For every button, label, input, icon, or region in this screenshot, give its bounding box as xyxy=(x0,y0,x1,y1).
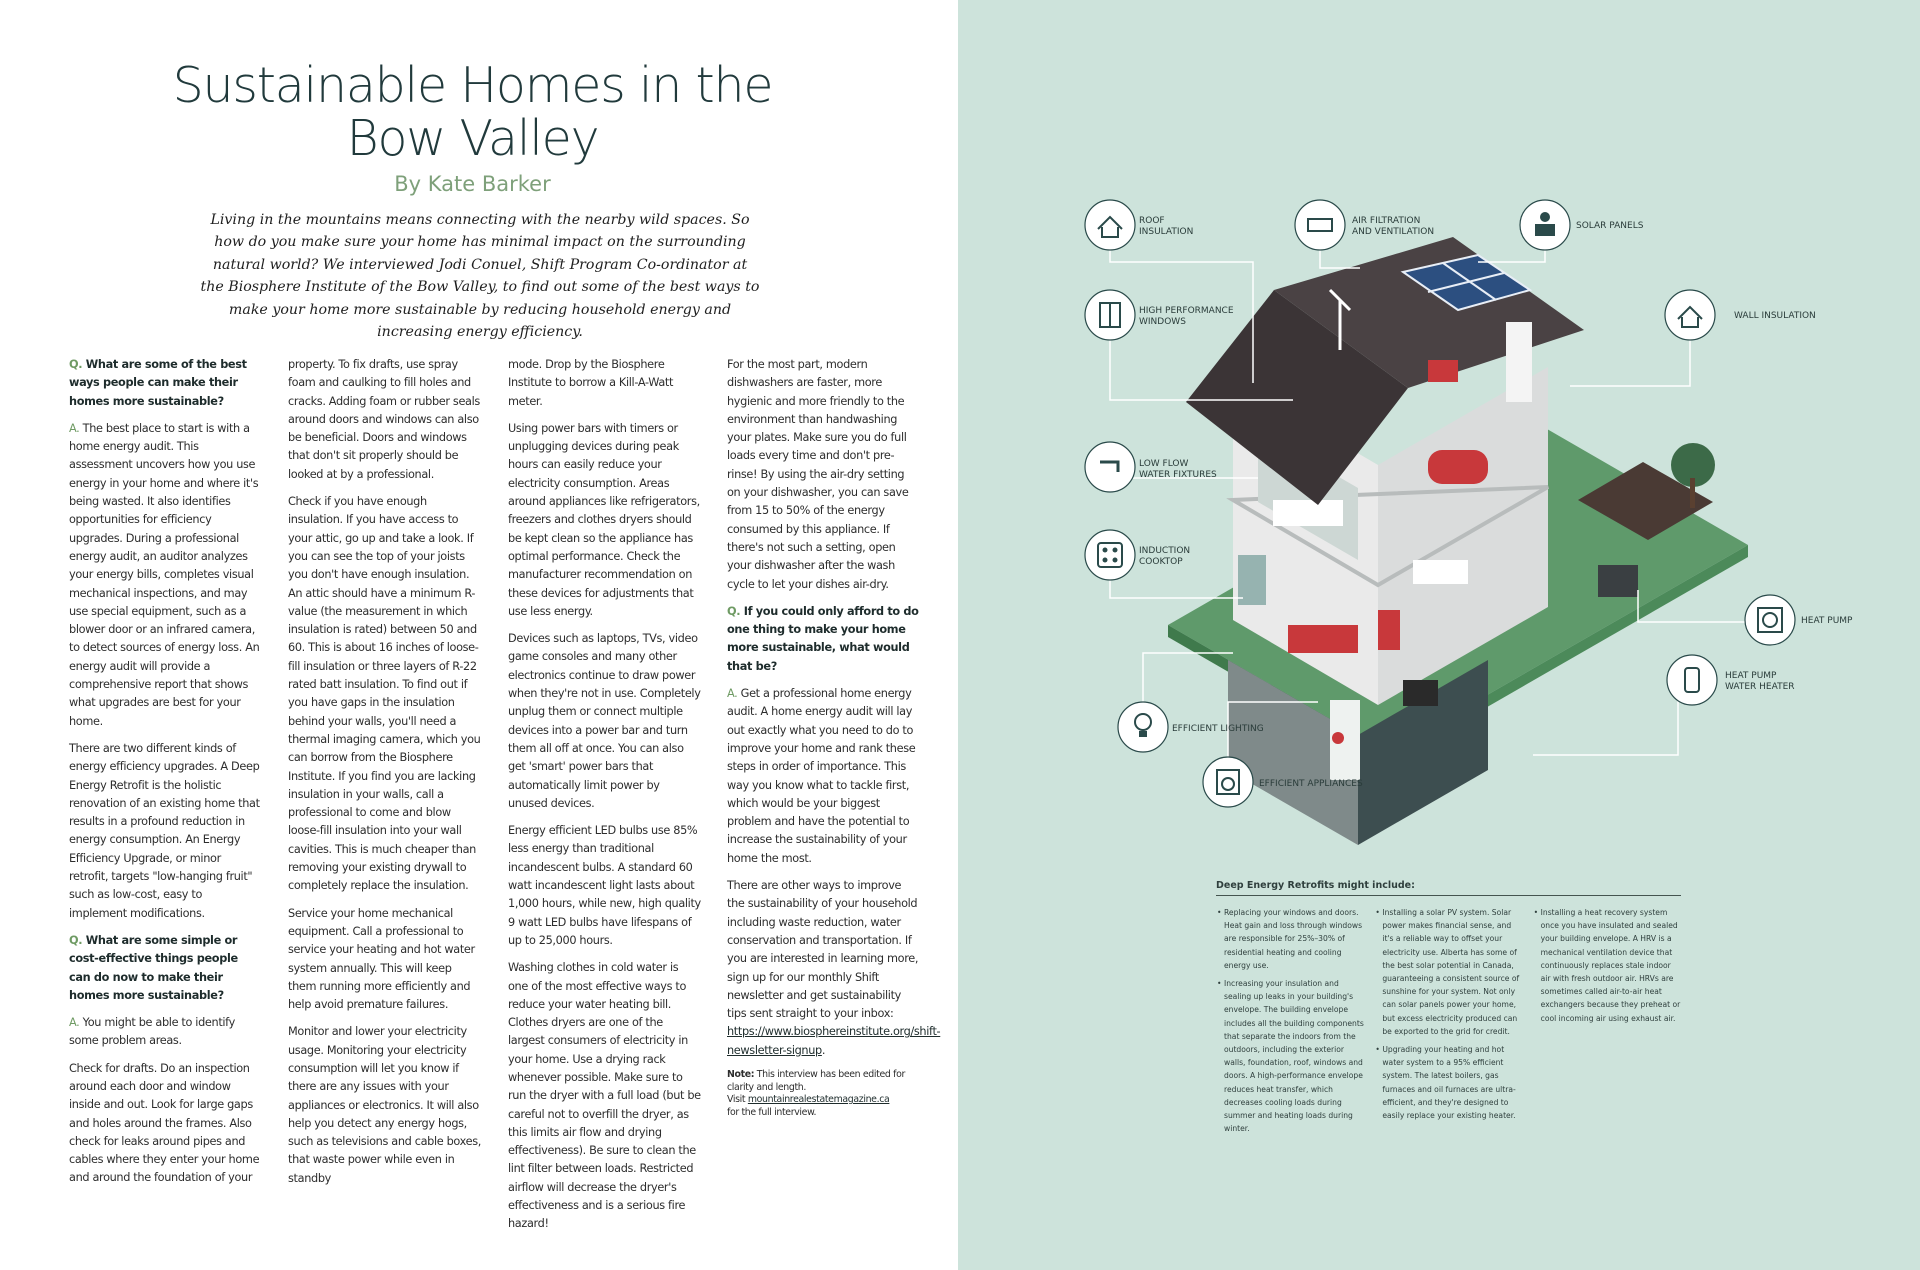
question-2 xyxy=(69,932,262,1005)
question-text: What are some of the best ways people can make their homes more sustainable? xyxy=(69,358,247,408)
svg-text:WALL INSULATION: WALL INSULATION xyxy=(1734,311,1816,321)
svg-text:WATER FIXTURES: WATER FIXTURES xyxy=(1139,470,1217,480)
label-low-flow-water-fixtures xyxy=(1085,442,1217,492)
hrv-unit xyxy=(1428,360,1458,382)
faucet-icon xyxy=(1085,442,1135,492)
bed xyxy=(1273,500,1343,526)
question-text: If you could only afford to do one thing to make your home more sustainable, what would that be? xyxy=(727,604,919,673)
label-solar-panels xyxy=(1520,200,1644,250)
interview-note: Note: This interview has been edited for clarity and length. Visit mountainrealestatemagazine.ca for the full interview. xyxy=(727,1068,905,1118)
list-item: • Installing a solar PV system. Solar power makes financial sense, and it's a reliable way to offset your electricity use. Alberta has some of the best solar potential in Canada, guaranteeing a consistent source of sunshine for your system. Not only can solar panels power your home, but excess electricity produced can be exported to the grid for credit. xyxy=(1374,906,1522,1038)
svg-text:INSULATION: INSULATION xyxy=(1139,227,1194,237)
label-wall-insulation xyxy=(1665,290,1816,340)
article-title: Sustainable Homes in the Bow Valley xyxy=(172,57,773,167)
paragraph: Energy efficient LED bulbs use 85% less energy than traditional incandescent bulbs. A standard 60 watt incandescent light lasts about 1,000 hours, while new, high quality 9 watt LED bulbs have lifespans of up to 25,000 hours. xyxy=(508,824,701,947)
heat-pump-unit xyxy=(1598,565,1638,597)
deep-energy-retrofits-box xyxy=(1216,880,1681,1140)
answer-1 xyxy=(69,420,262,731)
a-marker: A. xyxy=(727,687,738,701)
box-title: Deep Energy Retrofits might include: xyxy=(1216,880,1681,896)
lightbulb-icon xyxy=(1118,702,1168,752)
house-illustration xyxy=(958,0,1920,870)
tv xyxy=(1403,680,1438,706)
a-marker: A. xyxy=(69,421,80,435)
question-text: What are some simple or cost-effective things people can do now to make their homes more sustainable? xyxy=(69,933,238,1002)
sofa xyxy=(1288,625,1358,653)
column-3 xyxy=(508,356,701,1243)
cooktop-icon xyxy=(1085,530,1135,580)
paragraph: Monitor and lower your electricity usage. Monitoring your electricity consumption will let you know if there are any issues with your appliances or electronics. It will also help you detect any energy hogs, such as televisions and cable boxes, that waste power while even in standby xyxy=(288,1025,482,1185)
paragraph: For the most part, modern dishwashers are faster, more hygienic and more friendly to the environment than handwashing your plates. Make sure you do full loads every time and don't pre-rinse! By using the air-dry setting on your dishwasher, you can save from 15 to 50% of the energy consumed by this appliance. If there's not such a setting, open your dishwasher after the wash cycle to let your dishes air-dry. xyxy=(727,358,909,591)
label-high-performance-windows xyxy=(1085,290,1234,340)
label-heat-pump-water-heater xyxy=(1667,655,1795,705)
paragraph: Service your home mechanical equipment. Call a professional to service your heating and hot water system annually. This will keep them running more efficiently and help avoid premature failures. xyxy=(288,906,475,1012)
paragraph: property. To fix drafts, use spray foam and caulking to fill holes and cracks. Adding foam or rubber seals around doors and windows can also be beneficial. Doors and windows that don't sit properly should be looked at by a professional. xyxy=(288,358,480,481)
paragraph: Washing clothes in cold water is one of the most effective ways to reduce your water heating bill. Clothes dryers are one of the largest consumers of electricity in your home. Use a drying rack whenever possible. Make sure to run the dryer with a full load (but be careful not to overfill the dryer, as this limits air flow and drying effectiveness). Be sure to clean the lint filter between loads. Restricted airflow will decrease the dryer's effectiveness and is a serious fire hazard! xyxy=(508,961,701,1231)
answer-text: Get a professional home energy audit. A home energy audit will lay out exactly what you need to do to improve your home and rank these steps in order of importance. This way you know what to tackle first, which would be your biggest problem and have the potential to increase the sustainability of your home the most. xyxy=(727,687,916,865)
paragraph: There are two different kinds of energy efficiency upgrades. A Deep Energy Retrofit is the holistic renovation of an existing home that results in a profound reduction in energy consumption. An Energy Efficiency Upgrade, or minor retrofit, targets "low-hanging fruit" such as low-cost, easy to implement modifications. xyxy=(69,741,260,920)
byline: By Kate Barker xyxy=(394,172,551,196)
answer-2 xyxy=(69,1014,262,1051)
column-2 xyxy=(288,356,481,1197)
wall-house-icon xyxy=(1665,290,1715,340)
question-1 xyxy=(69,356,262,411)
intro-paragraph: Living in the mountains means connecting with the nearby wild spaces. So how do you make sure your home has minimal impact on the surrounding natural world? We interviewed Jodi Conuel, Shift Program Co-ordinator at the Biosphere Institute of the Bow Valley, to find out some of the best ways to make your home more sustainable by reducing household energy and increasing energy efficiency. xyxy=(200,212,760,341)
svg-text:WATER HEATER: WATER HEATER xyxy=(1725,682,1795,692)
answer-3 xyxy=(727,685,920,868)
svg-text:HIGH PERFORMANCE: HIGH PERFORMANCE xyxy=(1139,306,1234,316)
round-table xyxy=(1428,450,1488,484)
box-column-1 xyxy=(1216,906,1364,1140)
washing-machine-icon xyxy=(1203,757,1253,807)
paragraph: There are other ways to improve the sustainability of your household including waste reduction, water conservation and transportation. If you are interested in learning more, sign up for our monthly Shift newsletter and get sustainability tips sent straight to your inbox: https://www.biosphereinstitute.org/shift-newsletter-signup. xyxy=(727,879,941,1057)
svg-text:AND VENTILATION: AND VENTILATION xyxy=(1352,227,1435,237)
q-marker: Q. xyxy=(727,604,741,618)
left-page xyxy=(0,0,958,1270)
paragraph: mode. Drop by the Biosphere Institute to borrow a Kill-A-Watt meter. xyxy=(508,358,674,408)
list-item: • Increasing your insulation and sealing up leaks in your building's envelope. The building envelope includes all the building components that separate the indoors from the outdoors, including the exterior walls, foundation, roof, windows and doors. A high-performance envelope reduces heat transfer, which decreases cooling loads during summer and heating loads during winter. xyxy=(1216,977,1364,1135)
label-roof-insulation xyxy=(1085,200,1193,250)
paragraph: Check for drafts. Do an inspection around each door and window inside and out. Look for large gaps and holes around the frames. Also check for leaks around pipes and cables where they enter your home and around the foundation of your xyxy=(69,1061,260,1185)
chimney xyxy=(1506,322,1532,402)
svg-text:COOKTOP: COOKTOP xyxy=(1139,557,1183,567)
magazine-link[interactable]: mountainrealestatemagazine.ca xyxy=(747,1094,890,1106)
answer-text: The best place to start is with a home energy audit. This assessment uncovers how you use energy in your home and where it's being wasted. It also identifies opportunities for efficiency upgrades. During a professional energy audit, an auditor analyzes your energy bills, completes visual mechanical inspections, and may use special equipment, such as a blower door or an infrared camera, to detect sources of energy loss. An energy audit will provide a comprehensive report that shows what upgrades are best for your home. xyxy=(69,421,260,728)
dining-table xyxy=(1413,560,1468,584)
paragraph: Check if you have enough insulation. If you have access to your attic, go up and take a look. If you can see the top of your joists you don't have enough insulation. An attic should have a minimum R-value (the measurement in which insulation is rated) between 50 and 60. This is about 16 inches of loose-fill insulation or three layers of R-22 rated batt insulation. To find out if you have gaps in the insulation behind your walls, you'll need a thermal imaging camera, which you can borrow from the Biosphere Institute. If you find you are lacking insulation in your walls, call a professional to come and blow loose-fill insulation into your wall cavities. This is much cheaper than removing your existing drywall to completely replace the insulation. xyxy=(288,495,481,893)
label-heat-pump xyxy=(1745,595,1853,645)
column-1 xyxy=(69,356,262,1197)
q-marker: Q. xyxy=(69,933,83,947)
paragraph: Devices such as laptops, TVs, video game consoles and many other electronics continue to draw power when they're not in use. Completely unplug them or connect multiple devices into a power bar and turn them all off at once. You can also get 'smart' power bars that automatically limit power by unused devices. xyxy=(508,632,701,810)
right-page xyxy=(958,0,1920,1270)
list-item: • Replacing your windows and doors. Heat gain and loss through windows are responsible for 25%–30% of residential heating and cooling energy use. xyxy=(1216,906,1364,972)
column-4 xyxy=(727,356,941,1128)
svg-text:AIR FILTRATION: AIR FILTRATION xyxy=(1352,216,1421,226)
svg-text:EFFICIENT APPLIANCES: EFFICIENT APPLIANCES xyxy=(1259,779,1363,789)
svg-text:INDUCTION: INDUCTION xyxy=(1139,546,1191,556)
svg-text:SOLAR PANELS: SOLAR PANELS xyxy=(1576,221,1644,231)
list-item: • Installing a heat recovery system once you have insulated and sealed your building envelope. A HRV is a mechanical ventilation device that continuously replaces stale indoor air with fresh outdoor air. HRVs are sometimes called air-to-air heat exchangers because they preheat or cool incoming air using exhaust air. xyxy=(1533,906,1681,1025)
svg-text:EFFICIENT LIGHTING: EFFICIENT LIGHTING xyxy=(1172,724,1264,734)
answer-text: You might be able to identify some problem areas. xyxy=(69,1016,235,1048)
list-item: • Upgrading your heating and hot water system to a 95% efficient system. The latest boilers, gas furnaces and oil furnaces are ultra-efficient, and they're designed to easily replace your existing heater. xyxy=(1374,1043,1522,1122)
label-air-filtration xyxy=(1295,200,1434,250)
svg-text:HEAT PUMP: HEAT PUMP xyxy=(1725,671,1777,681)
paragraph: Using power bars with timers or unplugging devices during peak hours can easily reduce your electricity consumption. Areas around appliances like refrigerators, freezers and clothes dryers should be kept clean so the appliance has optimal performance. Check the manufacturer recommendation on these devices for adjustments that use less energy. xyxy=(508,421,700,618)
newsletter-link[interactable]: https://www.biosphereinstitute.org/shift-newsletter-signup xyxy=(727,1025,941,1057)
svg-text:ROOF: ROOF xyxy=(1139,216,1165,226)
svg-text:LOW FLOW: LOW FLOW xyxy=(1139,459,1189,469)
fan-icon xyxy=(1745,595,1795,645)
air-vent-icon xyxy=(1295,200,1345,250)
house-icon xyxy=(1085,200,1135,250)
box-column-3 xyxy=(1533,906,1681,1140)
water-heater-icon xyxy=(1667,655,1717,705)
label-induction-cooktop xyxy=(1085,530,1190,580)
svg-text:WINDOWS: WINDOWS xyxy=(1139,317,1186,327)
svg-text:HEAT PUMP: HEAT PUMP xyxy=(1801,616,1853,626)
a-marker: A. xyxy=(69,1016,80,1030)
q-marker: Q. xyxy=(69,358,83,371)
question-3 xyxy=(727,603,920,676)
box-column-2 xyxy=(1374,906,1522,1140)
